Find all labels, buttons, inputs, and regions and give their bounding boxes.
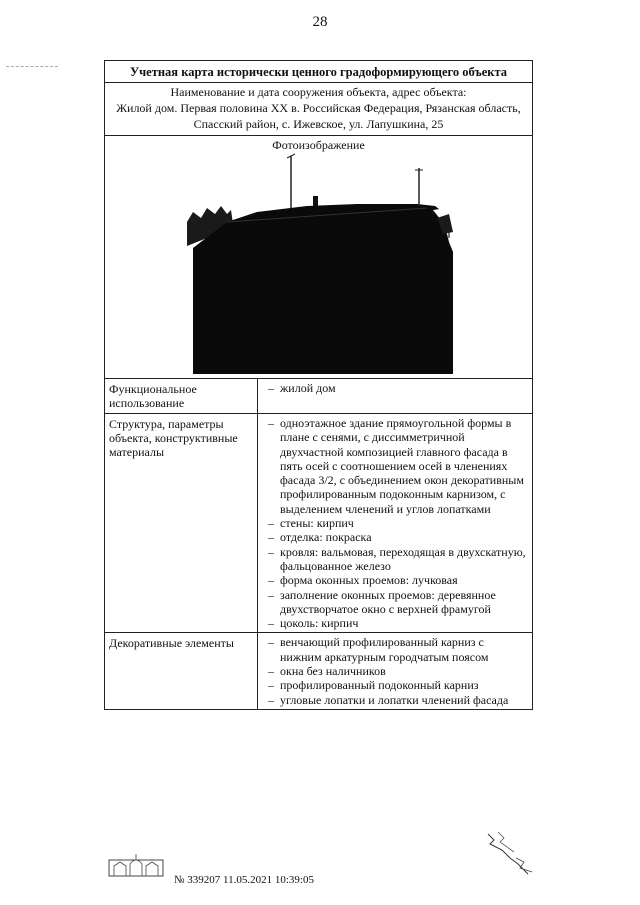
list-item: – угловые лопатки и лопатки членений фасада — [268, 692, 509, 707]
signature-mark — [480, 828, 540, 878]
row-label: Структура, параметры объекта, конструктивные материалы — [105, 414, 258, 632]
row-decorative-elements — [105, 633, 532, 708]
list-item: – отделка: покраска — [268, 530, 372, 545]
card-address — [105, 83, 532, 136]
list-item: – кровля: вальмовая, переходящая в двухскатную, фальцованное железо — [268, 544, 526, 573]
card-title: Учетная карта исторически ценного градоформирующего объекта — [105, 61, 532, 83]
list-item: – окна без наличников — [268, 664, 386, 679]
row-structure — [105, 414, 532, 633]
row-values — [258, 414, 532, 632]
list-item: – форма оконных проемов: лучковая — [268, 573, 458, 588]
margin-mark — [6, 66, 58, 67]
list-item: – профилированный подоконный карниз — [268, 678, 479, 693]
list-item: – венчающий профилированный карниз с нижним аркатурным городчатым поясом — [268, 635, 489, 664]
list-item: – заполнение оконных проемов: деревянное двухстворчатое окно с верхней фрамугой — [268, 587, 496, 616]
list-item: – цоколь: кирпич — [268, 616, 359, 631]
list-item: – жилой дом — [268, 381, 336, 395]
registration-footer: № 339207 11.05.2021 10:39:05 — [174, 874, 314, 886]
row-label: Функциональное использование — [105, 379, 258, 413]
registration-card — [104, 60, 533, 710]
page-number: 28 — [312, 14, 328, 30]
photo-section — [105, 136, 532, 379]
building-photo — [187, 152, 453, 374]
list-item: – одноэтажное здание прямоугольной формы в плане с сенями, с диссимметричной двухчастной композицией главного фасада в пять осей с соотношением осей в членениях фасада 3/2, с объединением окон декоративным профилированным подоконным карнизом, с выделением членений и углов лопатками — [268, 416, 524, 516]
address-line-1: Жилой дом. Первая половина XX в. Российская Федерация, Рязанская область, — [116, 101, 521, 115]
list-item: – стены: кирпич — [268, 516, 354, 531]
row-functional-use — [105, 379, 532, 414]
row-values — [258, 379, 532, 413]
row-label: Декоративные элементы — [105, 633, 258, 708]
row-values — [258, 633, 532, 708]
photo-label: Фотоизображение — [272, 138, 365, 152]
address-heading: Наименование и дата сооружения объекта, адрес объекта: — [170, 85, 467, 99]
document-stamp-icon — [108, 852, 164, 878]
address-line-2: Спасский район, с. Ижевское, ул. Лапушкина, 25 — [193, 117, 444, 131]
